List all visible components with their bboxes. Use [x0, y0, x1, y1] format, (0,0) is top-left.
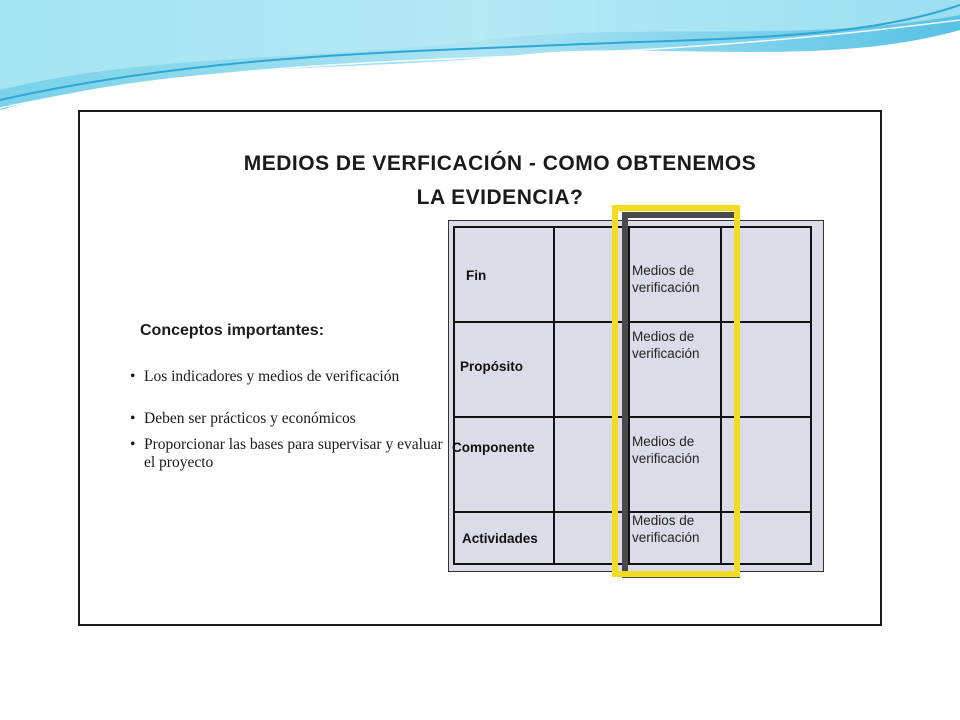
highlight-column-frame	[612, 205, 740, 577]
row-label-proposito: Propósito	[460, 359, 523, 374]
concepts-heading: Conceptos importantes:	[140, 322, 325, 339]
bullet-item: • Deben ser prácticos y económicos	[130, 410, 356, 428]
slide-title-line2: LA EVIDENCIA?	[416, 186, 584, 209]
bullet-item: • Proporcionar las bases para supervisar y evaluar el proyecto	[130, 436, 450, 472]
slide-title-line1: MEDIOS DE VERFICACIÓN - COMO OBTENEMOS	[243, 152, 757, 175]
row-label-actividades: Actividades	[462, 531, 538, 546]
verification-means-label: Medios de verificación	[632, 434, 700, 466]
row-label-fin: Fin	[466, 268, 487, 283]
bullet-item: • Los indicadores y medios de verificación	[130, 368, 399, 386]
verification-means-label: Medios de verificación	[632, 263, 700, 295]
row-label-componente: Componente	[452, 440, 535, 455]
verification-means-label: Medios de verificación	[632, 513, 700, 545]
slide-image-panel	[78, 110, 882, 626]
matrix-cell	[453, 416, 555, 513]
verification-means-label: Medios de verificación	[632, 329, 700, 361]
header-wave-decoration	[0, 0, 960, 120]
